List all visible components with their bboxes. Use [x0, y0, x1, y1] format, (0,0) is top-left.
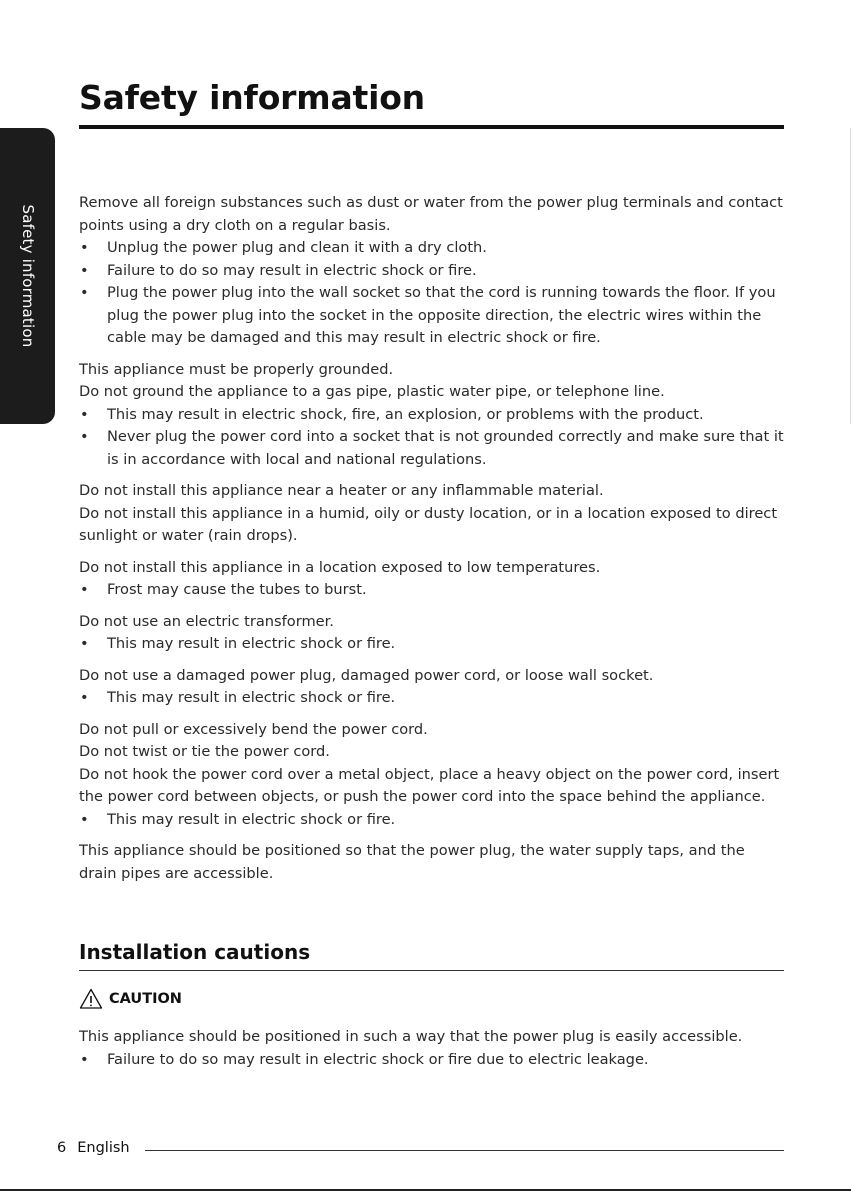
warning-triangle-icon	[79, 987, 103, 1011]
block-transformer	[79, 611, 784, 656]
bullet-item: • This may result in electric shock, fire, an explosion, or problems with the product.	[79, 404, 784, 427]
bullet-item: • This may result in electric shock or fire.	[79, 687, 784, 710]
paragraph: Do not ground the appliance to a gas pipe, plastic water pipe, or telephone line.	[79, 383, 665, 400]
bullet-list	[79, 633, 784, 656]
paragraph: Remove all foreign substances such as dust or water from the power plug terminals and contact points using a dry cloth on a regular basis.	[79, 194, 783, 234]
page-footer	[57, 1140, 130, 1156]
bullet-list	[79, 809, 784, 832]
safety-content	[79, 192, 784, 885]
paragraph: Do not use a damaged power plug, damaged power cord, or loose wall socket.	[79, 666, 654, 684]
caution-heading	[79, 987, 182, 1011]
bullet-list	[79, 404, 784, 472]
section-divider	[79, 970, 784, 971]
block-cleaning	[79, 192, 784, 350]
block-grounding	[79, 359, 784, 472]
section-title-installation: Installation cautions	[79, 940, 311, 964]
installation-content	[79, 1026, 784, 1071]
paragraph: This appliance should be positioned so that the power plug, the water supply taps, and the drain pipes are accessible.	[79, 842, 745, 882]
paragraph: Do not use an electric transformer.	[79, 612, 334, 630]
bullet-item: • This may result in electric shock or fire.	[79, 633, 784, 656]
block-temperature	[79, 557, 784, 602]
paragraph: Do not pull or excessively bend the power cord.	[79, 720, 428, 738]
bullet-list	[79, 1049, 784, 1072]
bullet-item: • This may result in electric shock or fire.	[79, 809, 784, 832]
paragraph: Do not install this appliance near a heater or any inflammable material.	[79, 482, 604, 499]
block-power-cord	[79, 719, 784, 832]
bullet-item: • Frost may cause the tubes to burst.	[79, 579, 784, 602]
paragraph: Do not hook the power cord over a metal object, place a heavy object on the power cord, insert the power cord between objects, or push the power cord into the space behind the appliance.	[79, 765, 780, 805]
footer-divider	[145, 1150, 784, 1151]
page-number: 6	[57, 1140, 67, 1156]
bullet-list	[79, 237, 784, 350]
bullet-list	[79, 687, 784, 710]
paragraph: This appliance must be properly grounded.	[79, 360, 394, 378]
side-tab-label: Safety information	[18, 204, 37, 348]
paragraph: Do not install this appliance in a humid, oily or dusty location, or in a location exposed to direct sunlight or water (rain drops).	[79, 504, 778, 544]
title-divider	[79, 125, 784, 129]
block-damaged-plug	[79, 665, 784, 710]
section-side-tab	[0, 128, 55, 424]
bullet-item: • Never plug the power cord into a socket that is not grounded correctly and make sure that it is in accordance with local and national regulations.	[79, 426, 784, 471]
bullet-list	[79, 579, 784, 602]
bullet-item: • Plug the power plug into the wall socket so that the cord is running towards the floor. If you plug the power plug into the socket in the opposite direction, the electric wires within the cable may be damaged and this may result in electric shock or fire.	[79, 282, 784, 350]
bullet-item: • Failure to do so may result in electric shock or fire.	[79, 260, 784, 283]
paragraph: Do not install this appliance in a location exposed to low temperatures.	[79, 558, 601, 576]
footer-language: English	[77, 1140, 130, 1156]
paragraph: This appliance should be positioned in such a way that the power plug is easily accessible.	[79, 1028, 743, 1045]
bullet-item: • Unplug the power plug and clean it with a dry cloth.	[79, 237, 784, 260]
page-title: Safety information	[79, 78, 425, 117]
bullet-item: • Failure to do so may result in electric shock or fire due to electric leakage.	[79, 1049, 784, 1072]
paragraph: Do not twist or tie the power cord.	[79, 743, 330, 760]
caution-label: CAUTION	[109, 991, 182, 1007]
block-location	[79, 480, 784, 548]
block-accessibility	[79, 840, 784, 885]
